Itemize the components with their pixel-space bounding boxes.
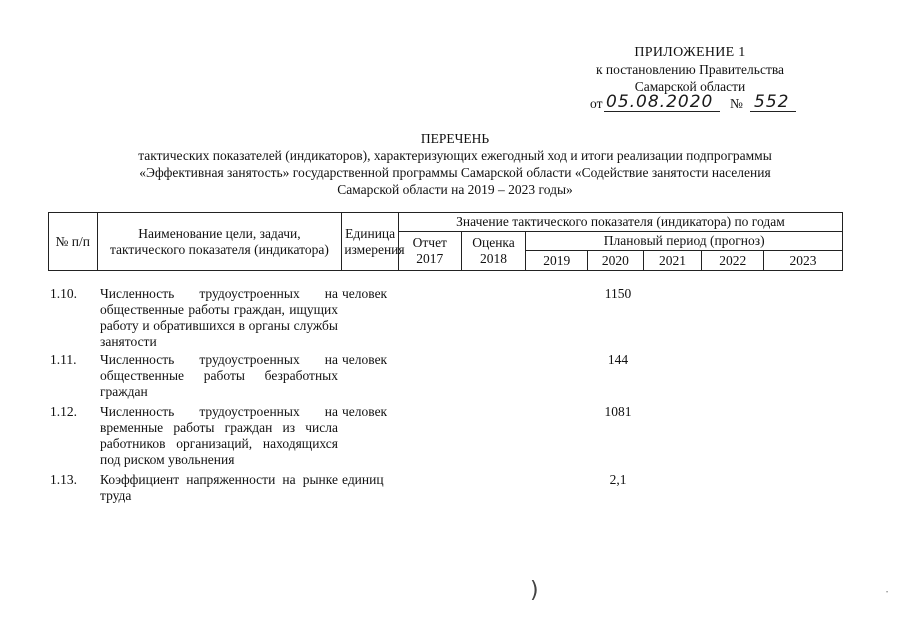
document-heading xyxy=(60,130,850,198)
appendix-title: ПРИЛОЖЕНИЕ 1 xyxy=(634,45,746,60)
col-year-header: 2021 xyxy=(643,251,702,271)
row-name: Коэффициент напряженности на рынке труда xyxy=(100,472,338,503)
row-value-2020: 144 xyxy=(607,352,629,367)
heading-title: ПЕРЕЧЕНЬ xyxy=(420,131,490,146)
col-year-header: 2023 xyxy=(764,251,843,271)
appendix-line-2: Самарской области xyxy=(634,79,746,94)
col-name-header: Наименование цели, задачи, тактического показателя (индикатора) xyxy=(97,213,342,271)
table-row xyxy=(48,286,843,352)
indicators-table-header xyxy=(48,212,843,271)
handwritten-date: 05.08.2020 xyxy=(606,92,714,112)
row-name: Численность трудоустроенных на общественные работы граждан, ищущих работу и обратившихся в органы службы занятости xyxy=(100,286,338,349)
row-value-2020: 2,1 xyxy=(609,472,627,487)
row-unit: человек xyxy=(342,404,388,419)
row-number: 1.10. xyxy=(50,286,77,301)
handwritten-number: 552 xyxy=(754,92,790,112)
row-number: 1.12. xyxy=(50,404,77,419)
heading-line-1: тактических показателей (индикаторов), характеризующих ежегодный ход и итоги реализации подпрограммы xyxy=(138,148,772,163)
appendix-block xyxy=(560,44,820,95)
col-year-header: 2020 xyxy=(588,251,644,271)
planned-group-header: Плановый период (прогноз) xyxy=(526,232,843,251)
row-value-2020: 1150 xyxy=(604,286,632,301)
col-unit-header: Единица измерения xyxy=(342,213,399,271)
indicators-rows xyxy=(48,286,843,508)
row-name: Численность трудоустроенных на временные работы граждан из числа работников организаций, находящихся под риском увольнения xyxy=(100,404,338,467)
table-row xyxy=(48,404,843,472)
number-underline xyxy=(750,111,796,112)
scan-speck: • xyxy=(886,590,889,596)
table-row xyxy=(48,352,843,404)
row-number: 1.11. xyxy=(50,352,77,367)
heading-line-2: «Эффективная занятость» государственной программы Самарской области «Содействие занятости населения xyxy=(139,165,771,180)
col-year-header: 2019 xyxy=(526,251,588,271)
decree-date-number xyxy=(590,94,810,114)
number-prefix: № xyxy=(730,96,743,111)
date-underline xyxy=(604,111,720,112)
col-year-header: 2022 xyxy=(702,251,764,271)
row-number: 1.13. xyxy=(50,472,77,487)
pen-mark: ) xyxy=(530,578,539,603)
date-prefix: от xyxy=(590,96,603,111)
values-group-header: Значение тактического показателя (индикатора) по годам xyxy=(398,213,842,232)
col-num-header: № п/п xyxy=(49,213,98,271)
heading-line-3: Самарской области на 2019 – 2023 годы» xyxy=(337,182,573,197)
row-unit: человек xyxy=(342,286,388,301)
row-name: Численность трудоустроенных на общественные работы безработных граждан xyxy=(100,352,338,399)
col-estimate-header: Оценка 2018 xyxy=(461,232,526,271)
appendix-line-1: к постановлению Правительства xyxy=(595,62,785,77)
table-row xyxy=(48,472,843,508)
row-unit: единиц xyxy=(342,472,384,487)
row-value-2020: 1081 xyxy=(604,404,632,419)
row-unit: человек xyxy=(342,352,388,367)
col-report-header: Отчет 2017 xyxy=(398,232,461,271)
